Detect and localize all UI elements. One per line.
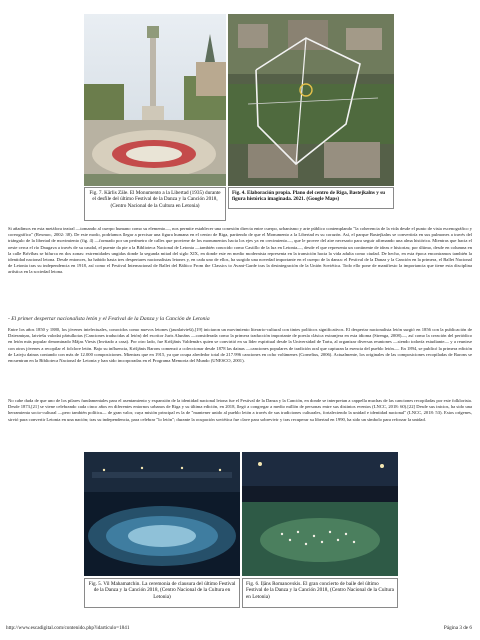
fig5-photo: [84, 452, 240, 576]
paragraph-1: Si añadimos en esta metáfora teatral —tomando al cuerpo humano como su elemento—, nos permite establecer una conexión directa entre cuerpo, urbanismo y arte público contemplando "la coherencia de la vida desde el punto de vista escenográfico y coreográfico" (Rexmoc, 2002: 38). De este modo, podríamos llegar a precisar una figura humana en el centro de Riga, partiendo de que el Monumento a la Libertad es su corazón. Así, el parque Bastejkalns se convertiría en sus pulmones a través del triángulo de la libertad de movimiento (fig. 4) —formado por un perímetro de calles que proviene de los monumentos hacia los ejes ya en crecimiento—, que le provee del aire necesario para seguir afirmando una alma histórica. Mientras que hacia el oeste cerca el río Daugava a través de su caudal, el puente da pie a la Biblioteca Nacional de Letonia —también conocido como Castillo de la luz en Letonia—, desde el que representa un continente de ideas e historias; por último, desde en columna en la calle Brīvības se bifurca en dos zonas: extremidades ungidas donde la segunda mitad del siglo XIX, en donde este en medio modernista representa en la transición hacia la vida adulta como ciudad. De hecho, en esta época encontramos también la identidad nacional letona. Desde entonces, ha habido hasta tres despertares nacionalistas letones y, en cada uno de ellos, ha surgido una novedad importante en el cuerpo de la danza: el Festival de la Danza y la Canción en la primera, el Ballet Nacional de Letonia tras su independencia en 1918, así como el Festival Internacional de Ballet del Báltico From the Classics to Avant-Garde tras la desintegración de la Unión Soviética. Todo ello pone de manifiesto la importancia que tiene esta disciplina artística en la sociedad letona.: [8, 226, 472, 275]
closing-ceremony-image: [84, 452, 240, 576]
aerial-map-image: [228, 14, 394, 186]
paragraph-3: No cabe duda de que uno de los pilares fundamentales para el asentamiento y expansión de la identidad nacional letona fue el Festival de la Danza y la Canción, en donde se interpretan a cappella muchas de las canciones recopiladas por este folklorista. Desde 1873,[21] se viene celebrando cada cinco años en diferentes entornos urbanos de Riga y su última edición, en 2018, llegó a congregar a medio millón de personas entre sus distintos eventos (LNCC, 2018: 60).[22] Desde sus inicios, ha sido una herramienta socio-cultural —pero también política— de gran valor, cuya misión principal es la de "mantener unido al pueblo letón a través de sus tradiciones culturales, fortaleciendo la unidad e identidad nacional" (LNCC, 2018: 53). Estos orígenes, sirvió para convertir Letonia en una nación; tras su independencia, para celebrar "lo letón"; durante la ocupación soviética fue clave para sobrevivir y tras recuperar su libertad en 1990, ha sido un símbolo para reforzar la unidad.: [8, 398, 472, 422]
dance-concert-image: [242, 452, 398, 576]
footer-page-number: Página 3 de 6: [443, 625, 472, 631]
fig6-photo: [242, 452, 398, 576]
fig7-photo: [84, 14, 226, 186]
fig7-caption: Fig. 7. Kārlis Zāle. El Monumento a la Libertad (1935) durante el desfile del último Festival de la Danza y la Canción 2018, (Centro Nacional de la Cultura en Letonia): [84, 187, 226, 221]
monument-image: [84, 14, 226, 186]
fig4-caption: Fig. 4. Elaboración propia. Plano del centro de Riga, Bastejkalns y su figura histórica imaginada. 2021. (Google Maps): [228, 187, 394, 209]
fig5-caption: Fig. 5. Vil Mahamatchin. La ceremonia de clausura del último Festival de la Danza y la Canción 2018, (Centro Nacional de la Cultura en Letonia): [84, 578, 240, 608]
fig4-photo: [228, 14, 394, 186]
section-heading: - El primer despertar nacionalista letón y el Festival de la Danza y la Canción de Letonia: [8, 316, 210, 322]
top-edge: [0, 0, 480, 3]
paragraph-2: Entre los años 1850 y 1880, los jóvenes intelectuales, conocidos como nuevos letones (jaunlatvieši),[19] iniciaron un movimiento literario-cultural con tintes políticos significativos. El despertar nacionalista letón surgió en 1856 con la publicación de Dziesmiņas, latviešu valodai pārtulkotas (Canciones traducidas al letón) del escritor Juris Alunāns —considerada como la primera traducción importante de poesía clásica extranjera en esta idioma (Strenga, 2008)—, así como la creación del periódico en letón más popular denominado Mājas Viesis (Invitado a casa). Por otro lado, fue Krišjānis Valdemārs quien se convirtió en su líder espiritual desde la Universidad de Tartu, al organizar diversas reuniones —siendo todavía estudiante— y a reunirse con otros jóvenes a recopilar el folclore letón. Bajo su influencia, Krišjānis Barons comenzó a coleccionar desde 1878 las dainas —canciones populares de tradición oral que capturan la esencia del pueblo letón—. En 1894, se publicó la primera edición de Latvju dainas contando con más de 12.000 composiciones. Mientras que en 1915, ya que ocupa alrededor total de 217.996 canciones en ocho volúmenes (Cornelius, 2006). Actualmente, los originales de las composiciones recopiladas de Barons se encuentran en la Biblioteca Nacional de Letonia y han sido incorporadas en el Programa Memoria del Mundo (UNESCO, 2001).: [8, 327, 472, 364]
fig6-caption: Fig. 6. Iļāns Romanovskis. El gran concierto de baile del último Festival de la Danza y la Canción 2018, (Centro Nacional de la Cultura en Letonia): [242, 578, 398, 608]
footer-url[interactable]: http://www.escadigital.com/contenido.php?idarticulo=1841: [6, 625, 130, 631]
